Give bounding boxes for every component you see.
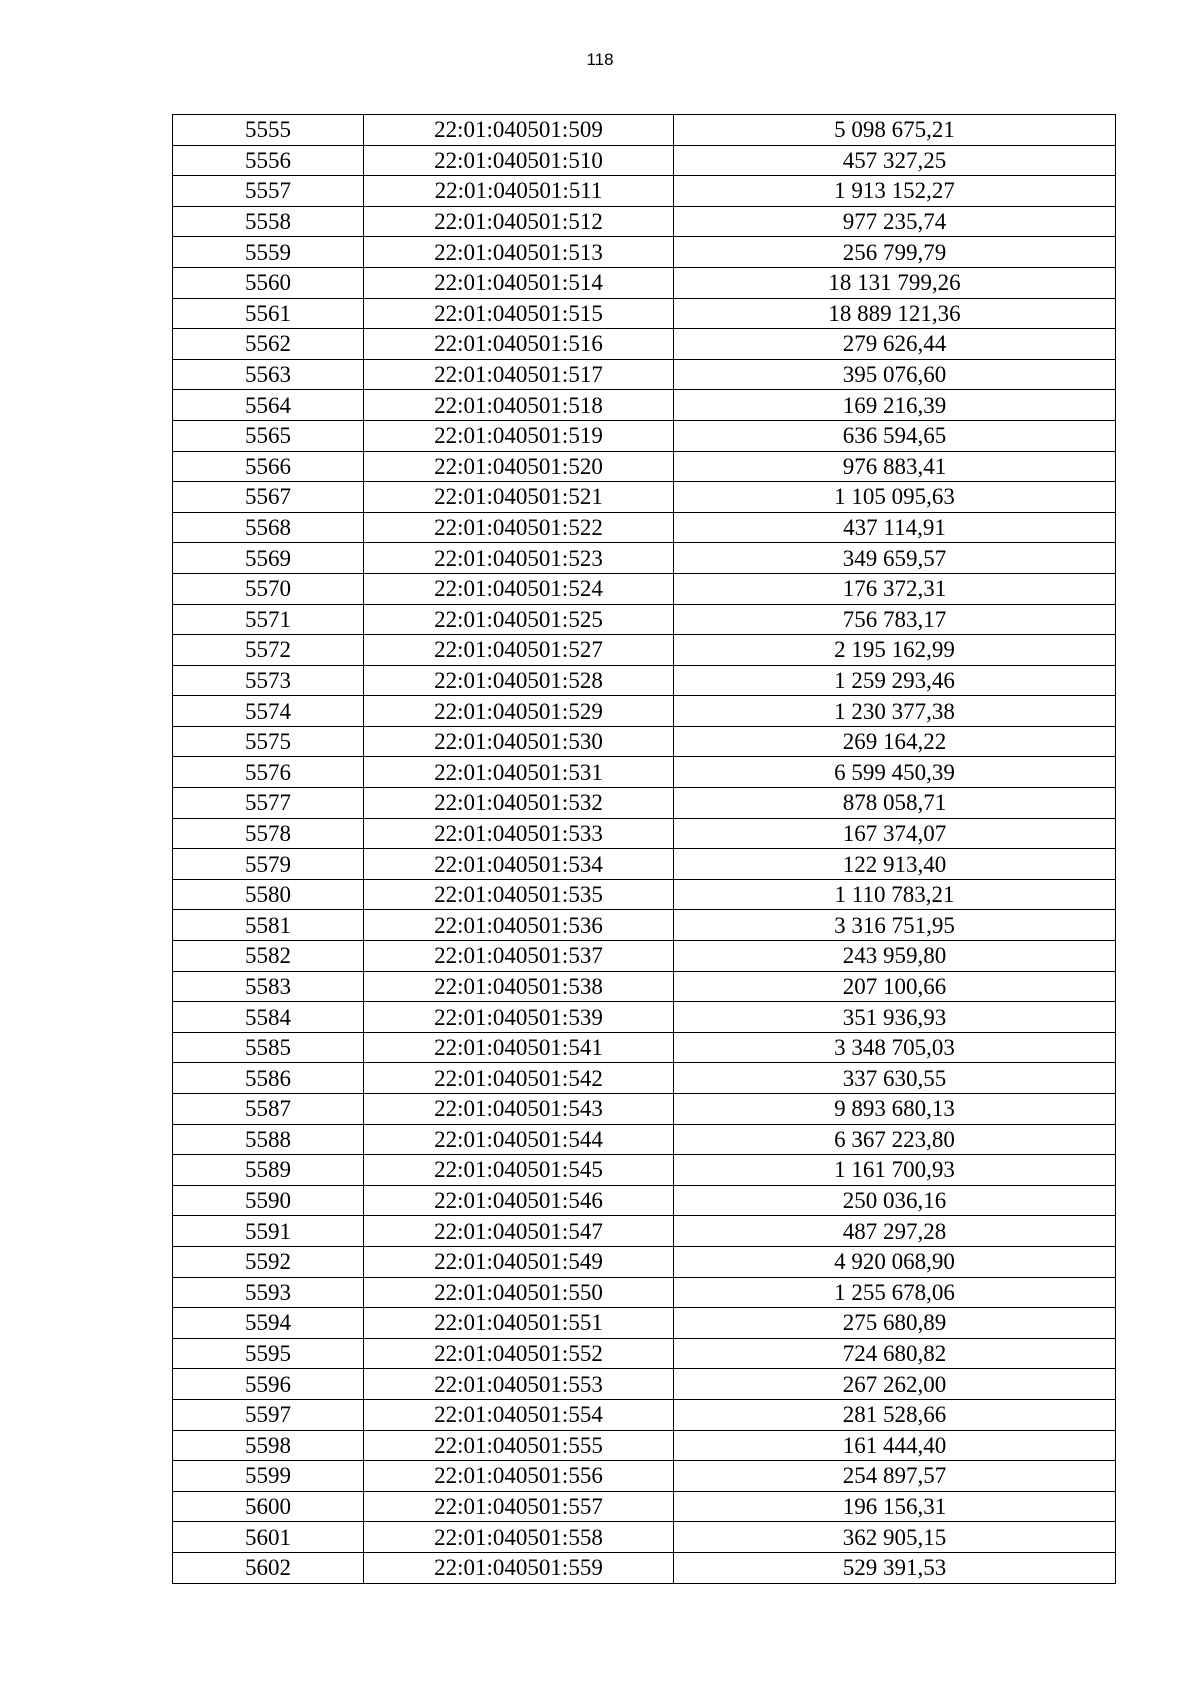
cadastral-value-cell: 18 889 121,36 bbox=[674, 298, 1116, 329]
table-row bbox=[173, 1399, 1116, 1430]
cadastral-value-cell: 3 348 705,03 bbox=[674, 1032, 1116, 1063]
cadastral-number-cell: 22:01:040501:543 bbox=[364, 1094, 674, 1125]
table-row bbox=[173, 482, 1116, 513]
row-number-cell: 5570 bbox=[173, 573, 364, 604]
table-row bbox=[173, 1552, 1116, 1583]
cadastral-number-cell: 22:01:040501:535 bbox=[364, 879, 674, 910]
cadastral-value-cell: 5 098 675,21 bbox=[674, 115, 1116, 146]
cadastral-value-cell: 196 156,31 bbox=[674, 1491, 1116, 1522]
row-number-cell: 5596 bbox=[173, 1369, 364, 1400]
row-number-cell: 5602 bbox=[173, 1552, 364, 1583]
table-row bbox=[173, 451, 1116, 482]
cadastral-number-cell: 22:01:040501:515 bbox=[364, 298, 674, 329]
cadastral-number-cell: 22:01:040501:512 bbox=[364, 206, 674, 237]
table-row bbox=[173, 267, 1116, 298]
cadastral-number-cell: 22:01:040501:532 bbox=[364, 788, 674, 819]
cadastral-value-cell: 250 036,16 bbox=[674, 1185, 1116, 1216]
cadastral-value-cell: 6 599 450,39 bbox=[674, 757, 1116, 788]
row-number-cell: 5591 bbox=[173, 1216, 364, 1247]
row-number-cell: 5581 bbox=[173, 910, 364, 941]
row-number-cell: 5593 bbox=[173, 1277, 364, 1308]
cadastral-value-cell: 976 883,41 bbox=[674, 451, 1116, 482]
cadastral-value-cell: 337 630,55 bbox=[674, 1063, 1116, 1094]
cadastral-value-cell: 176 372,31 bbox=[674, 573, 1116, 604]
cadastral-number-cell: 22:01:040501:536 bbox=[364, 910, 674, 941]
row-number-cell: 5584 bbox=[173, 1002, 364, 1033]
cadastral-number-cell: 22:01:040501:529 bbox=[364, 696, 674, 727]
cadastral-value-cell: 1 259 293,46 bbox=[674, 665, 1116, 696]
cadastral-number-cell: 22:01:040501:554 bbox=[364, 1399, 674, 1430]
cadastral-number-cell: 22:01:040501:523 bbox=[364, 543, 674, 574]
cadastral-value-cell: 1 230 377,38 bbox=[674, 696, 1116, 727]
cadastral-number-cell: 22:01:040501:539 bbox=[364, 1002, 674, 1033]
table-row bbox=[173, 1124, 1116, 1155]
table-row bbox=[173, 910, 1116, 941]
table-row bbox=[173, 145, 1116, 176]
cadastral-value-cell: 756 783,17 bbox=[674, 604, 1116, 635]
table-row bbox=[173, 1002, 1116, 1033]
row-number-cell: 5575 bbox=[173, 726, 364, 757]
row-number-cell: 5562 bbox=[173, 329, 364, 360]
row-number-cell: 5564 bbox=[173, 390, 364, 421]
cadastral-value-cell: 269 164,22 bbox=[674, 726, 1116, 757]
table-row bbox=[173, 849, 1116, 880]
cadastral-number-cell: 22:01:040501:557 bbox=[364, 1491, 674, 1522]
cadastral-number-cell: 22:01:040501:519 bbox=[364, 420, 674, 451]
table-row bbox=[173, 1185, 1116, 1216]
cadastral-value-cell: 122 913,40 bbox=[674, 849, 1116, 880]
cadastral-number-cell: 22:01:040501:513 bbox=[364, 237, 674, 268]
cadastral-number-cell: 22:01:040501:520 bbox=[364, 451, 674, 482]
table-row bbox=[173, 788, 1116, 819]
cadastral-value-cell: 1 105 095,63 bbox=[674, 482, 1116, 513]
cadastral-number-cell: 22:01:040501:558 bbox=[364, 1522, 674, 1553]
row-number-cell: 5576 bbox=[173, 757, 364, 788]
cadastral-number-cell: 22:01:040501:546 bbox=[364, 1185, 674, 1216]
cadastral-number-cell: 22:01:040501:556 bbox=[364, 1461, 674, 1492]
row-number-cell: 5577 bbox=[173, 788, 364, 819]
cadastral-value-cell: 2 195 162,99 bbox=[674, 635, 1116, 666]
cadastral-number-cell: 22:01:040501:516 bbox=[364, 329, 674, 360]
cadastral-number-cell: 22:01:040501:550 bbox=[364, 1277, 674, 1308]
cadastral-value-cell: 1 913 152,27 bbox=[674, 176, 1116, 207]
row-number-cell: 5601 bbox=[173, 1522, 364, 1553]
row-number-cell: 5594 bbox=[173, 1308, 364, 1339]
table-row bbox=[173, 971, 1116, 1002]
cadastral-value-cell: 243 959,80 bbox=[674, 941, 1116, 972]
cadastral-value-cell: 1 110 783,21 bbox=[674, 879, 1116, 910]
cadastral-number-cell: 22:01:040501:542 bbox=[364, 1063, 674, 1094]
table-row bbox=[173, 1155, 1116, 1186]
row-number-cell: 5578 bbox=[173, 818, 364, 849]
cadastral-value-cell: 724 680,82 bbox=[674, 1338, 1116, 1369]
row-number-cell: 5595 bbox=[173, 1338, 364, 1369]
row-number-cell: 5565 bbox=[173, 420, 364, 451]
table-row bbox=[173, 359, 1116, 390]
cadastral-value-cell: 437 114,91 bbox=[674, 512, 1116, 543]
row-number-cell: 5561 bbox=[173, 298, 364, 329]
cadastral-number-cell: 22:01:040501:527 bbox=[364, 635, 674, 666]
table-body bbox=[173, 115, 1116, 1584]
row-number-cell: 5556 bbox=[173, 145, 364, 176]
cadastral-number-cell: 22:01:040501:544 bbox=[364, 1124, 674, 1155]
table-row bbox=[173, 757, 1116, 788]
row-number-cell: 5568 bbox=[173, 512, 364, 543]
cadastral-value-cell: 254 897,57 bbox=[674, 1461, 1116, 1492]
row-number-cell: 5597 bbox=[173, 1399, 364, 1430]
row-number-cell: 5560 bbox=[173, 267, 364, 298]
table-row bbox=[173, 543, 1116, 574]
table-row bbox=[173, 390, 1116, 421]
row-number-cell: 5571 bbox=[173, 604, 364, 635]
cadastral-value-cell: 457 327,25 bbox=[674, 145, 1116, 176]
cadastral-value-cell: 1 161 700,93 bbox=[674, 1155, 1116, 1186]
cadastral-value-cell: 636 594,65 bbox=[674, 420, 1116, 451]
table-row bbox=[173, 665, 1116, 696]
table-row bbox=[173, 573, 1116, 604]
cadastral-value-cell: 207 100,66 bbox=[674, 971, 1116, 1002]
row-number-cell: 5579 bbox=[173, 849, 364, 880]
row-number-cell: 5588 bbox=[173, 1124, 364, 1155]
row-number-cell: 5574 bbox=[173, 696, 364, 727]
table-row bbox=[173, 726, 1116, 757]
row-number-cell: 5572 bbox=[173, 635, 364, 666]
row-number-cell: 5592 bbox=[173, 1246, 364, 1277]
cadastral-number-cell: 22:01:040501:511 bbox=[364, 176, 674, 207]
cadastral-number-cell: 22:01:040501:518 bbox=[364, 390, 674, 421]
cadastral-value-table bbox=[172, 114, 1116, 1584]
row-number-cell: 5567 bbox=[173, 482, 364, 513]
cadastral-number-cell: 22:01:040501:549 bbox=[364, 1246, 674, 1277]
row-number-cell: 5555 bbox=[173, 115, 364, 146]
cadastral-value-cell: 1 255 678,06 bbox=[674, 1277, 1116, 1308]
table-row bbox=[173, 176, 1116, 207]
table-row bbox=[173, 1277, 1116, 1308]
row-number-cell: 5582 bbox=[173, 941, 364, 972]
cadastral-number-cell: 22:01:040501:517 bbox=[364, 359, 674, 390]
cadastral-value-cell: 977 235,74 bbox=[674, 206, 1116, 237]
cadastral-value-cell: 279 626,44 bbox=[674, 329, 1116, 360]
cadastral-value-cell: 267 262,00 bbox=[674, 1369, 1116, 1400]
table-row bbox=[173, 635, 1116, 666]
table-row bbox=[173, 237, 1116, 268]
table-row bbox=[173, 1094, 1116, 1125]
cadastral-number-cell: 22:01:040501:514 bbox=[364, 267, 674, 298]
cadastral-table-container bbox=[172, 114, 1115, 1584]
cadastral-value-cell: 9 893 680,13 bbox=[674, 1094, 1116, 1125]
cadastral-value-cell: 3 316 751,95 bbox=[674, 910, 1116, 941]
cadastral-number-cell: 22:01:040501:525 bbox=[364, 604, 674, 635]
row-number-cell: 5600 bbox=[173, 1491, 364, 1522]
table-row bbox=[173, 420, 1116, 451]
cadastral-number-cell: 22:01:040501:510 bbox=[364, 145, 674, 176]
table-row bbox=[173, 1032, 1116, 1063]
cadastral-number-cell: 22:01:040501:521 bbox=[364, 482, 674, 513]
table-row bbox=[173, 1522, 1116, 1553]
cadastral-value-cell: 6 367 223,80 bbox=[674, 1124, 1116, 1155]
row-number-cell: 5598 bbox=[173, 1430, 364, 1461]
row-number-cell: 5558 bbox=[173, 206, 364, 237]
cadastral-number-cell: 22:01:040501:541 bbox=[364, 1032, 674, 1063]
table-row bbox=[173, 1369, 1116, 1400]
cadastral-value-cell: 169 216,39 bbox=[674, 390, 1116, 421]
cadastral-number-cell: 22:01:040501:530 bbox=[364, 726, 674, 757]
table-row bbox=[173, 298, 1116, 329]
cadastral-number-cell: 22:01:040501:533 bbox=[364, 818, 674, 849]
row-number-cell: 5590 bbox=[173, 1185, 364, 1216]
cadastral-number-cell: 22:01:040501:545 bbox=[364, 1155, 674, 1186]
cadastral-number-cell: 22:01:040501:553 bbox=[364, 1369, 674, 1400]
table-row bbox=[173, 818, 1116, 849]
table-row bbox=[173, 1430, 1116, 1461]
row-number-cell: 5586 bbox=[173, 1063, 364, 1094]
row-number-cell: 5566 bbox=[173, 451, 364, 482]
table-row bbox=[173, 1246, 1116, 1277]
cadastral-number-cell: 22:01:040501:547 bbox=[364, 1216, 674, 1247]
cadastral-number-cell: 22:01:040501:522 bbox=[364, 512, 674, 543]
row-number-cell: 5580 bbox=[173, 879, 364, 910]
cadastral-value-cell: 256 799,79 bbox=[674, 237, 1116, 268]
table-row bbox=[173, 879, 1116, 910]
cadastral-value-cell: 18 131 799,26 bbox=[674, 267, 1116, 298]
cadastral-value-cell: 529 391,53 bbox=[674, 1552, 1116, 1583]
cadastral-value-cell: 351 936,93 bbox=[674, 1002, 1116, 1033]
cadastral-number-cell: 22:01:040501:538 bbox=[364, 971, 674, 1002]
row-number-cell: 5573 bbox=[173, 665, 364, 696]
cadastral-value-cell: 878 058,71 bbox=[674, 788, 1116, 819]
cadastral-number-cell: 22:01:040501:528 bbox=[364, 665, 674, 696]
cadastral-number-cell: 22:01:040501:537 bbox=[364, 941, 674, 972]
table-row bbox=[173, 1216, 1116, 1247]
row-number-cell: 5557 bbox=[173, 176, 364, 207]
cadastral-number-cell: 22:01:040501:509 bbox=[364, 115, 674, 146]
table-row bbox=[173, 329, 1116, 360]
cadastral-value-cell: 362 905,15 bbox=[674, 1522, 1116, 1553]
table-row bbox=[173, 206, 1116, 237]
row-number-cell: 5583 bbox=[173, 971, 364, 1002]
cadastral-number-cell: 22:01:040501:559 bbox=[364, 1552, 674, 1583]
table-row bbox=[173, 1491, 1116, 1522]
table-row bbox=[173, 941, 1116, 972]
row-number-cell: 5587 bbox=[173, 1094, 364, 1125]
cadastral-value-cell: 275 680,89 bbox=[674, 1308, 1116, 1339]
table-row bbox=[173, 1461, 1116, 1492]
cadastral-number-cell: 22:01:040501:555 bbox=[364, 1430, 674, 1461]
page-number: 118 bbox=[586, 50, 614, 69]
cadastral-value-cell: 395 076,60 bbox=[674, 359, 1116, 390]
row-number-cell: 5589 bbox=[173, 1155, 364, 1186]
row-number-cell: 5569 bbox=[173, 543, 364, 574]
cadastral-number-cell: 22:01:040501:534 bbox=[364, 849, 674, 880]
table-row bbox=[173, 512, 1116, 543]
cadastral-value-cell: 4 920 068,90 bbox=[674, 1246, 1116, 1277]
cadastral-value-cell: 487 297,28 bbox=[674, 1216, 1116, 1247]
table-row bbox=[173, 696, 1116, 727]
cadastral-number-cell: 22:01:040501:531 bbox=[364, 757, 674, 788]
table-row bbox=[173, 1308, 1116, 1339]
cadastral-value-cell: 161 444,40 bbox=[674, 1430, 1116, 1461]
cadastral-number-cell: 22:01:040501:552 bbox=[364, 1338, 674, 1369]
row-number-cell: 5585 bbox=[173, 1032, 364, 1063]
cadastral-value-cell: 167 374,07 bbox=[674, 818, 1116, 849]
row-number-cell: 5599 bbox=[173, 1461, 364, 1492]
row-number-cell: 5559 bbox=[173, 237, 364, 268]
table-row bbox=[173, 1338, 1116, 1369]
table-row bbox=[173, 604, 1116, 635]
table-row bbox=[173, 1063, 1116, 1094]
cadastral-value-cell: 281 528,66 bbox=[674, 1399, 1116, 1430]
cadastral-number-cell: 22:01:040501:551 bbox=[364, 1308, 674, 1339]
cadastral-value-cell: 349 659,57 bbox=[674, 543, 1116, 574]
cadastral-number-cell: 22:01:040501:524 bbox=[364, 573, 674, 604]
row-number-cell: 5563 bbox=[173, 359, 364, 390]
table-row bbox=[173, 115, 1116, 146]
